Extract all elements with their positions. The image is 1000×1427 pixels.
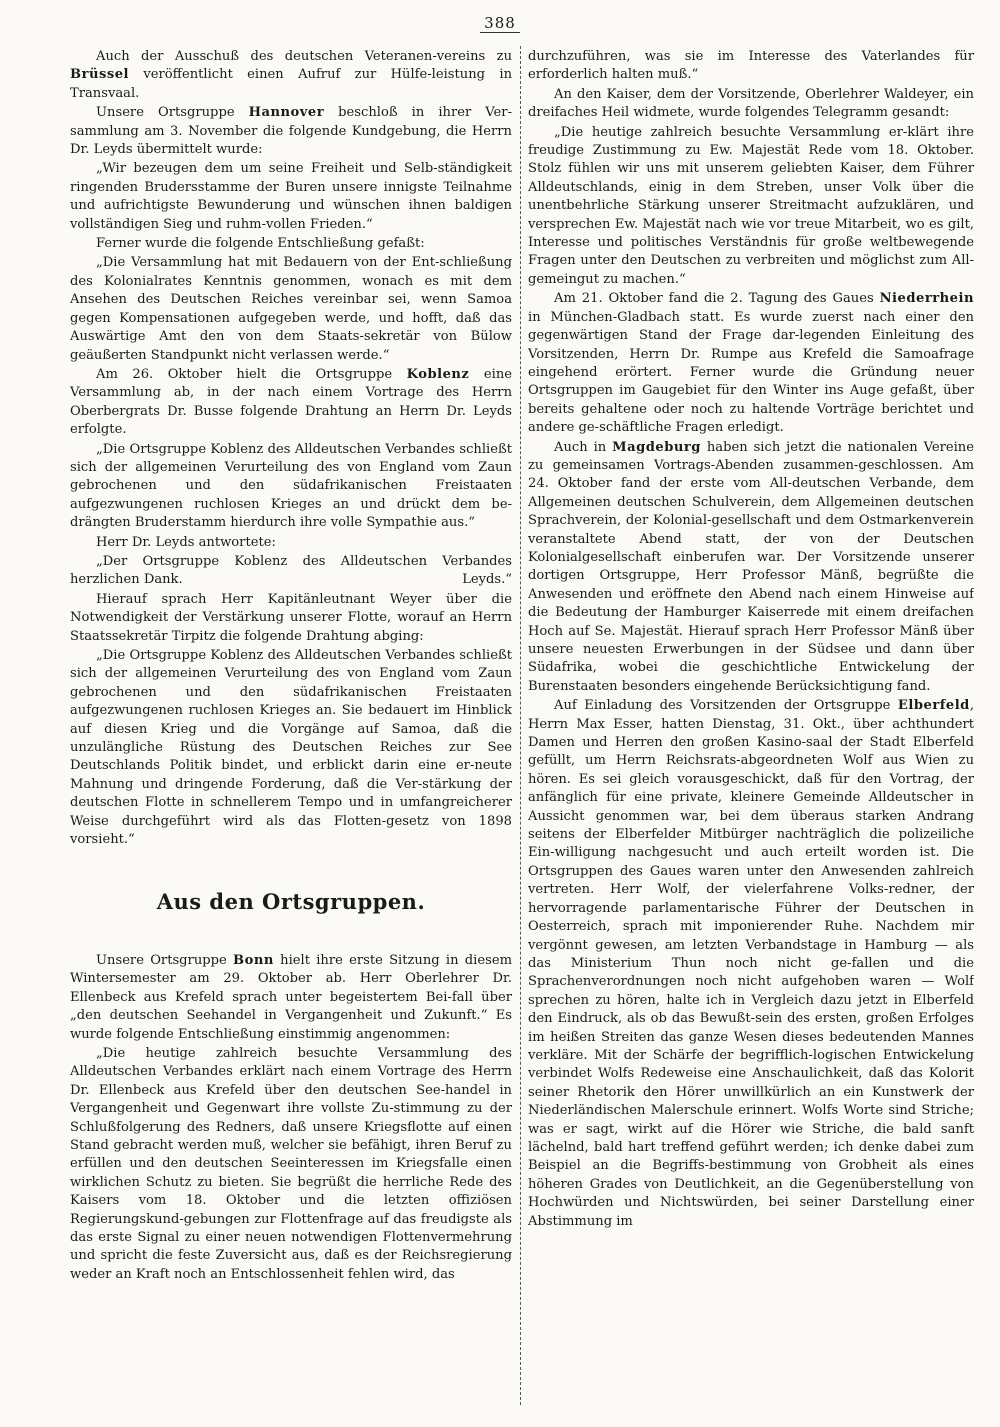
right-column xyxy=(528,48,974,1405)
section-heading: Aus den Ortsgruppen. xyxy=(156,889,426,915)
signature-leyds: Leyds.“ xyxy=(462,572,512,588)
paragraph-bruessel: Auch der Ausschuß des deutschen Veteranen-vereins zu Brüssel veröffentlicht einen Aufruf zur Hülfe-leistung in Transvaal. xyxy=(70,49,512,101)
place-koblenz: Koblenz xyxy=(406,366,470,382)
paragraph-weyer: Hierauf sprach Herr Kapitänleutnant Weyer über die Notwendigkeit der Verstärkung unserer Flotte, worauf an Herrn Staatssekretär Tirpitz die folgende Drahtung abging: xyxy=(70,591,512,644)
paragraph-hannover: Unsere Ortsgruppe Hannover beschloß in ihrer Ver-sammlung am 3. November die folgende Kundgebung, die Herrn Dr. Leyds übermittelt wurde: xyxy=(70,105,512,158)
quote-kaiser-telegramm: „Die heutige zahlreich besuchte Versammlung er-klärt ihre freudige Zustimmung zu Ew. Majestät Rede vom 18. Oktober. Stolz fühlen wir uns mit unserem geliebten Kaiser, dem Führer Alldeutschlands, einig in dem Streben, unser Volk über die unentbehrliche Stärkung unserer Streitmacht aufzuklären, und versprechen Ew. Majestät nach wie vor treue Mitarbeit, wo es gilt, Interesse und politisches Verständnis für große weltbewegende Fragen unter den Deutschen zu verbreiten und möglichst zum All-gemeingut zu machen.“ xyxy=(528,124,974,287)
place-bruessel: Brüssel xyxy=(70,67,130,83)
place-hannover: Hannover xyxy=(248,105,325,121)
place-elberfeld: Elberfeld xyxy=(897,698,970,714)
paragraph-koblenz: Am 26. Oktober hielt die Ortsgruppe Koblenz eine Versammlung ab, in der nach einem Vortrage des Herrn Oberbergrats Dr. Busse folgende Drahtung an Herrn Dr. Leyds erfolgte. xyxy=(70,366,512,438)
paragraph-entschliessung: Ferner wurde die folgende Entschließung gefaßt: xyxy=(96,236,425,252)
quote-leyds-dank: „Der Ortsgruppe Koblenz des Alldeutschen Verbandes herzlichen Dank. Leyds.“ xyxy=(70,553,512,590)
paragraph-continuation: durchzuführen, was sie im Interesse des Vaterlandes für erforderlich halten muß.“ xyxy=(528,49,974,83)
column-divider xyxy=(520,46,521,1405)
quote-tirpitz-drahtung: „Die Ortsgruppe Koblenz des Alldeutschen Verbandes schließt sich der allgemeinen Verurteilung des von England vom Zaun gebrochenen und den südafrikanischen Freistaaten aufgezwungenen ruchlosen Krieges an. Sie bedauert im Hinblick auf diesen Krieg und die Vorgänge auf Samoa, daß die unzulängliche Rüstung des Deutschen Reiches zur See Deutschlands Politik bindet, und erblickt darin eine er-neute Mahnung und dringende Forderung, daß die Ver-stärkung der deutschen Flotte in schnellerem Tempo und in umfangreicherer Weise durchgeführt wird als das Flotten-gesetz von 1898 vorsieht.“ xyxy=(70,648,512,848)
paragraph-elberfeld: Auf Einladung des Vorsitzenden der Ortsgruppe Elberfeld, Herrn Max Esser, hatten Dienstag, 31. Okt., über achthundert Damen und Herren den großen Kasino-saal der Stadt Elberfeld gefüllt, um Herrn Reichsrats-abgeordneten Wolf aus Wien zu hören. Es sei gleich vorausgeschickt, daß für den Vortrag, der anfänglich für eine private, kleinere Gemeinde Alldeutscher in Aussicht genommen war, bei dem überaus starken Andrang seitens der Elberfelder Mitbürger nachträglich die polizeiliche Ein-willigung nachgesucht und auch erteilt worden ist. Die Ortsgruppen des Gaues waren unter den Anwesenden zahlreich vertreten. Herr Wolf, der vielerfahrene Volks-redner, der hervorragende parlamentarische Führer der Deutschen in Oesterreich, sprach mit imponierender Ruhe. Nachdem mir vergönnt gewesen, am letzten Verbandstage in Hamburg — als das Ministerium Thun noch nicht ge-fallen und die Sprachenverordnungen noch nicht aufgehoben waren — Wolf sprechen zu hören, halte ich in Vergleich dazu jetzt in Elberfeld den Eindruck, als ob das Bewußt-sein des ersten, großen Erfolges im heißen Streiten das ganze Wesen dieses bedeutenden Mannes verkläre. Mit der Schärfe der begrifflich-logischen Entwickelung verbindet Wolfs Redeweise eine Anschaulichkeit, daß das Kolorit seiner Rhetorik den Hörer unwillkürlich an ein Kunstwerk der Niederländischen Malerschule erinnert. Wolfs Worte sind Striche; was er sagt, wirkt auf die Hörer wie Striche, die bald sanft lächelnd, bald hart treffend geführt werden; ich denke dabei zum Beispiel an die Begriffs-bestimmung von Grobheit als eines höheren Grades von Deutlichkeit, an die Gegenüberstellung von Hochwürden und Nichtswürden, bei seiner Darstellung einer Abstimmung im xyxy=(528,698,974,1229)
place-bonn: Bonn xyxy=(233,952,274,968)
paragraph-niederrhein: Am 21. Oktober fand die 2. Tagung des Gaues Niederrhein in München-Gladbach statt. Es wurde zuerst nach einer den gegenwärtigen Stand der Frage dar-legenden Einleitung des Vorsitzenden, Herrn Dr. Rumpe aus Krefeld die Samoafrage eingehend erörtert. Ferner wurde die Gründung neuer Ortsgruppen im Gaugebiet für den Winter ins Auge gefaßt, über bereits gehaltene oder noch zu haltende Vorträge berichtet und andere ge-schäftliche Fragen erledigt. xyxy=(528,291,974,436)
page-number: 388 xyxy=(0,14,1000,32)
paragraph-kaiser-telegramm: An den Kaiser, dem der Vorsitzende, Oberlehrer Waldeyer, ein dreifaches Heil widmete, wurde folgendes Telegramm gesandt: xyxy=(528,86,974,121)
left-column xyxy=(70,48,512,1405)
paragraph-magdeburg: Auch in Magdeburg haben sich jetzt die nationalen Vereine zu gemeinsamen Vortrags-Abenden zusammen-geschlossen. Am 24. Oktober fand der erste vom All-deutschen Verbande, dem Allgemeinen deutschen Schulverein, dem Allgemeinen deutschen Sprachverein, der Kolonial-gesellschaft und dem Ostmarkenverein veranstaltete Abend statt, der von der Deutschen Kolonialgesellschaft einberufen war. Der Vorsitzende unserer dortigen Ortsgruppe, Herr Professor Mänß, begrüßte die Anwesenden und eröffnete den Abend nach einem Hinweise auf die Bedeutung der Hamburger Kaiserrede mit einem dreifachen Hoch auf Se. Majestät. Hierauf sprach Herr Professor Mänß über unsere neuesten Erwerbungen in der Südsee und dann über Südafrika, wobei die geschichtliche Entwickelung der Burenstaaten besonders eingehende Berücksichtigung fand. xyxy=(528,439,974,694)
quote-samoa: „Die Versammlung hat mit Bedauern von der Ent-schließung des Kolonialrates Kenntnis genommen, wonach es mit dem Ansehen des Deutschen Reiches vereinbar sei, wenn Samoa gegen Kompensationen aufgegeben werde, und hofft, daß das Auswärtige Amt den von dem Staats-sekretär von Bülow geäußerten Standpunkt nicht verlassen werde.“ xyxy=(70,255,512,363)
place-niederrhein: Niederrhein xyxy=(879,291,974,307)
quote-bonn-entschliessung: „Die heutige zahlreich besuchte Versammlung des Alldeutschen Verbandes erklärt nach einem Vortrage des Herrn Dr. Ellenbeck aus Krefeld über den deutschen See-handel in Vergangenheit und Gegenwart ihre vollste Zu-stimmung zu der Schlußfolgerung des Redners, daß unsere Kriegsflotte auf einen Stand gebracht werden muß, welcher sie befähigt, ihren Beruf zu erfüllen und den deutschen Seeinteressen im Kriegsfalle einen wirklichen Schutz zu bieten. Sie begrüßt die herrliche Rede des Kaisers vom 18. Oktober und die letzten offiziösen Regierungskund-gebungen zur Flottenfrage auf das freudigste als das erste Signal zu einer neuen notwendigen Flottenvermehrung und spricht die feste Zuversicht aus, daß es der Reichsregierung weder an Kraft noch an Entschlossenheit fehlen wird, das xyxy=(70,1045,512,1282)
quote-hannover-kundgebung: „Wir bezeugen dem um seine Freiheit und Selb-ständigkeit ringenden Brudersstamme der Buren unsere innigste Teilnahme und aufrichtigste Bewunderung und wünschen ihnen baldigen vollständigen Sieg und ruhm-vollen Frieden.“ xyxy=(70,161,512,232)
quote-koblenz-drahtung: „Die Ortsgruppe Koblenz des Alldeutschen Verbandes schließt sich der allgemeinen Verurteilung des von England vom Zaun gebrochenen und den südafrikanischen Freistaaten aufgezwungenen ruchlosen Krieges an und drückt dem be-drängten Bruderstamm hierdurch ihre volle Sympathie aus.“ xyxy=(70,441,512,531)
paragraph-bonn: Unsere Ortsgruppe Bonn hielt ihre erste Sitzung in diesem Wintersemester am 29. Oktober ab. Herr Oberlehrer Dr. Ellenbeck aus Krefeld sprach unter begeistertem Bei-fall über „den deutschen Seehandel in Vergangenheit und Zukunft.“ Es wurde folgende Entschließung einstimmig angenommen: xyxy=(70,952,512,1042)
place-magdeburg: Magdeburg xyxy=(612,439,701,455)
paragraph-leyds-antwort: Herr Dr. Leyds antwortete: xyxy=(96,534,276,550)
